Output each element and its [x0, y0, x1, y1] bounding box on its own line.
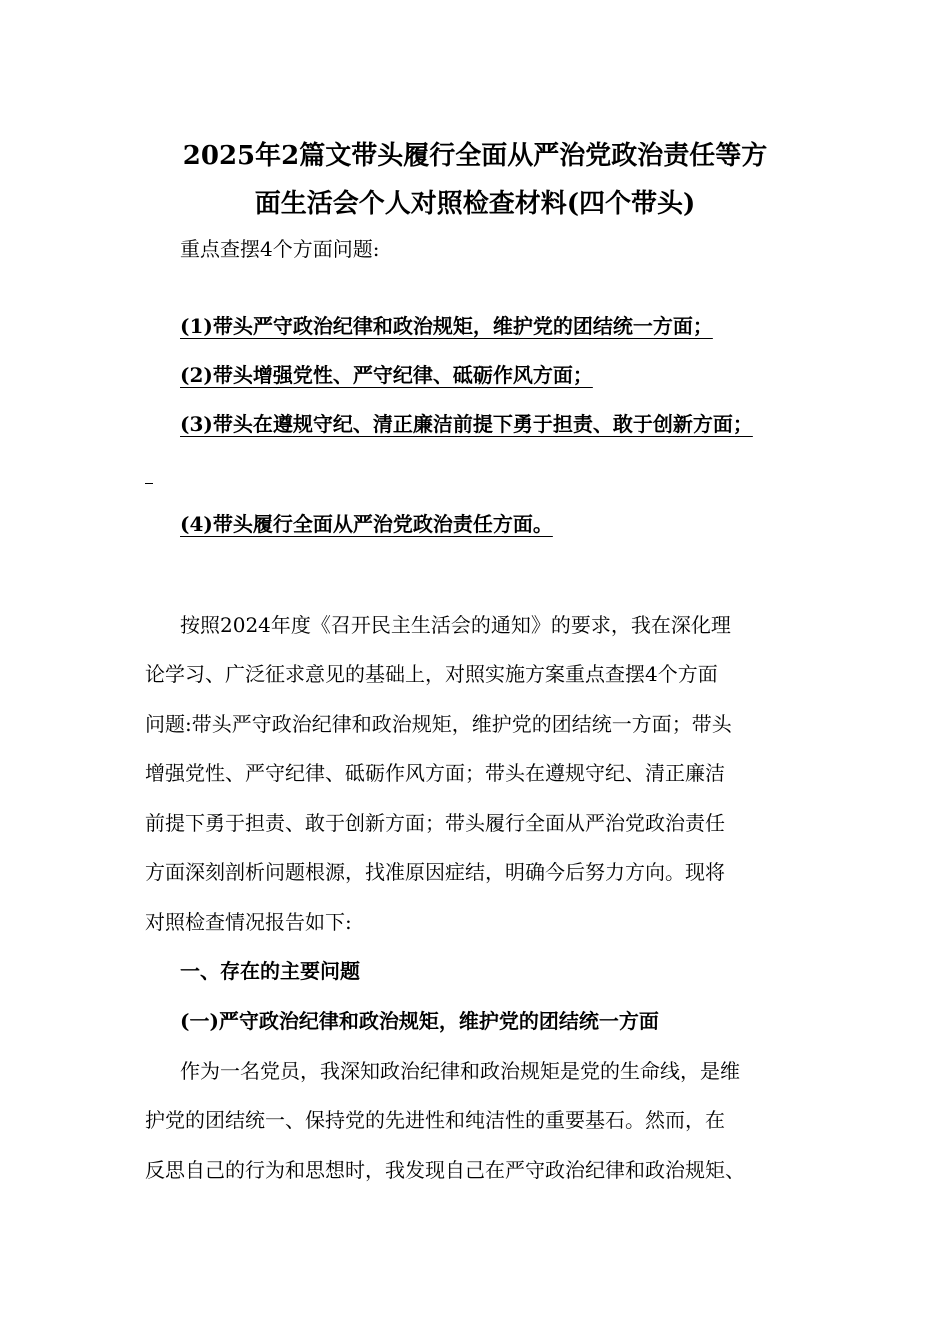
subsection-1-heading: (一)严守政治纪律和政治规矩，维护党的团结统一方面	[180, 1009, 659, 1033]
paragraph-2-line-1: 作为一名党员，我深知政治纪律和政治规矩是党的生命线，是维	[180, 1059, 740, 1083]
underline-continuation	[145, 483, 153, 484]
focus-item-2: (2)带头增强党性、严守纪律、砥砺作风方面；	[180, 363, 593, 387]
focus-item-3: (3)带头在遵规守纪、清正廉洁前提下勇于担责、敢于创新方面；	[180, 412, 753, 436]
paragraph-1-line-2: 论学习、广泛征求意见的基础上，对照实施方案重点查摆4个方面	[145, 662, 718, 686]
focus-item-4: (4)带头履行全面从严治党政治责任方面。	[180, 512, 553, 536]
paragraph-1-line-3: 问题:带头严守政治纪律和政治规矩，维护党的团结统一方面；带头	[145, 712, 732, 736]
document-title-line-1: 2025年2篇文带头履行全面从严治党政治责任等方	[182, 141, 768, 171]
paragraph-2-line-2: 护党的团结统一、保持党的先进性和纯洁性的重要基石。然而，在	[145, 1108, 725, 1132]
paragraph-2-line-3: 反思自己的行为和思想时，我发现自己在严守政治纪律和政治规矩、	[145, 1158, 745, 1182]
intro-line: 重点查摆4个方面问题:	[180, 237, 380, 261]
section-1-heading: 一、存在的主要问题	[180, 959, 360, 983]
document-title-line-2: 面生活会个人对照检查材料(四个带头)	[254, 189, 696, 219]
paragraph-1-line-6: 方面深刻剖析问题根源，找准原因症结，明确今后努力方向。现将	[145, 860, 725, 884]
paragraph-1-line-7: 对照检查情况报告如下:	[145, 910, 352, 934]
paragraph-1-line-4: 增强党性、严守纪律、砥砺作风方面；带头在遵规守纪、清正廉洁	[145, 761, 725, 785]
paragraph-1-line-5: 前提下勇于担责、敢于创新方面；带头履行全面从严治党政治责任	[145, 811, 725, 835]
paragraph-1-line-1: 按照2024年度《召开民主生活会的通知》的要求，我在深化理	[180, 613, 731, 637]
focus-item-1: (1)带头严守政治纪律和政治规矩，维护党的团结统一方面；	[180, 314, 713, 338]
